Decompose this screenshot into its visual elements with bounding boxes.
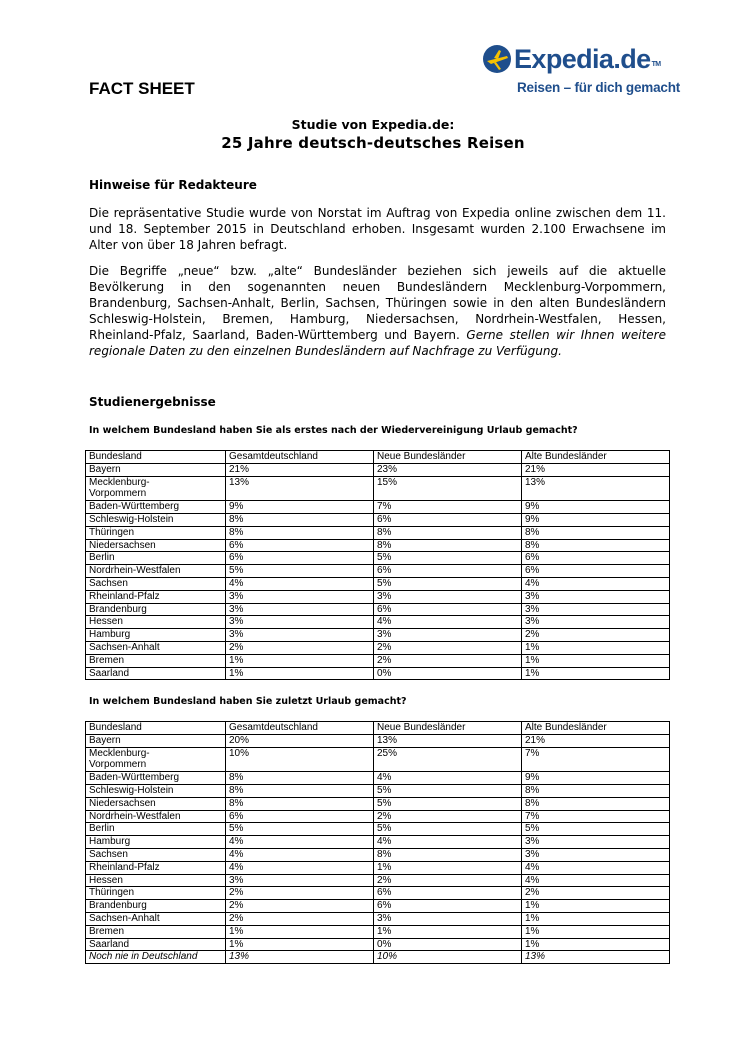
percentage-cell: 3% (374, 629, 522, 642)
table-row (86, 810, 670, 823)
state-name-cell: Saarland (86, 938, 226, 951)
percentage-cell: 5% (374, 552, 522, 565)
fact-sheet-heading: FACT SHEET (89, 79, 195, 98)
table-row (86, 476, 670, 501)
state-name-cell: Berlin (86, 552, 226, 565)
percentage-cell: 9% (522, 513, 670, 526)
state-name-cell: Noch nie in Deutschland (86, 951, 226, 964)
percentage-cell: 6% (522, 565, 670, 578)
state-name-cell: Rheinland-Pfalz (86, 590, 226, 603)
percentage-cell: 1% (522, 667, 670, 680)
column-header: Bundesland (86, 451, 226, 464)
percentage-cell: 6% (226, 810, 374, 823)
state-name-cell: Nordrhein-Westfalen (86, 810, 226, 823)
study-title: 25 Jahre deutsch-deutsches Reisen (221, 134, 525, 152)
table-row (86, 616, 670, 629)
percentage-cell: 6% (374, 603, 522, 616)
question-2: In welchem Bundesland haben Sie zuletzt Urlaub gemacht? (89, 696, 407, 707)
state-name-cell: Hamburg (86, 836, 226, 849)
plane-globe-icon (482, 44, 512, 74)
percentage-cell: 1% (226, 654, 374, 667)
percentage-cell: 1% (374, 925, 522, 938)
table-row (86, 501, 670, 514)
percentage-cell: 4% (374, 772, 522, 785)
percentage-cell: 3% (226, 616, 374, 629)
percentage-cell: 4% (226, 577, 374, 590)
percentage-cell: 6% (522, 552, 670, 565)
notes-paragraph-1: Die repräsentative Studie wurde von Norstat im Auftrag von Expedia online zwischen dem 11. und 18. September 2015 in Deutschland erhoben. Insgesamt wurden 2.100 Erwachsene im Alter von über 18 Jahren befragt. (89, 206, 666, 252)
column-header: Neue Bundesländer (374, 722, 522, 735)
percentage-cell: 6% (374, 565, 522, 578)
state-name-cell: Saarland (86, 667, 226, 680)
state-name-cell: Bayern (86, 734, 226, 747)
percentage-cell: 15% (374, 476, 522, 501)
percentage-cell: 8% (374, 539, 522, 552)
percentage-cell: 6% (374, 887, 522, 900)
percentage-cell: 5% (374, 823, 522, 836)
table-row (86, 797, 670, 810)
percentage-cell: 6% (226, 552, 374, 565)
question-1: In welchem Bundesland haben Sie als erstes nach der Wiedervereinigung Urlaub gemacht? (89, 425, 578, 436)
table-row (86, 772, 670, 785)
state-name-cell: Bremen (86, 925, 226, 938)
state-name-cell: Schleswig-Holstein (86, 513, 226, 526)
state-name-cell: Thüringen (86, 526, 226, 539)
percentage-cell: 4% (374, 836, 522, 849)
state-name-cell: Mecklenburg- Vorpommern (86, 476, 226, 501)
column-header: Neue Bundesländer (374, 451, 522, 464)
table-row (86, 577, 670, 590)
percentage-cell: 1% (374, 861, 522, 874)
percentage-cell: 5% (522, 823, 670, 836)
percentage-cell: 8% (226, 797, 374, 810)
state-name-cell: Sachsen (86, 577, 226, 590)
percentage-cell: 3% (226, 603, 374, 616)
percentage-cell: 4% (226, 861, 374, 874)
state-name-cell: Sachsen-Anhalt (86, 912, 226, 925)
state-name-cell: Thüringen (86, 887, 226, 900)
state-name-cell: Nordrhein-Westfalen (86, 565, 226, 578)
percentage-cell: 3% (522, 616, 670, 629)
percentage-cell: 2% (522, 629, 670, 642)
column-header: Alte Bundesländer (522, 451, 670, 464)
percentage-cell: 5% (374, 577, 522, 590)
percentage-cell: 8% (374, 526, 522, 539)
table-row (86, 951, 670, 964)
percentage-cell: 3% (522, 603, 670, 616)
state-name-cell: Sachsen-Anhalt (86, 641, 226, 654)
percentage-cell: 8% (226, 784, 374, 797)
table-row (86, 900, 670, 913)
percentage-cell: 2% (226, 900, 374, 913)
state-name-cell: Brandenburg (86, 900, 226, 913)
table-row (86, 565, 670, 578)
table-row (86, 874, 670, 887)
percentage-cell: 2% (374, 654, 522, 667)
percentage-cell: 8% (226, 526, 374, 539)
percentage-cell: 4% (374, 616, 522, 629)
percentage-cell: 13% (522, 951, 670, 964)
percentage-cell: 5% (374, 784, 522, 797)
percentage-cell: 3% (374, 590, 522, 603)
percentage-cell: 3% (522, 836, 670, 849)
state-name-cell: Hamburg (86, 629, 226, 642)
percentage-cell: 7% (374, 501, 522, 514)
percentage-cell: 4% (226, 848, 374, 861)
percentage-cell: 1% (522, 641, 670, 654)
percentage-cell: 0% (374, 938, 522, 951)
table-row (86, 641, 670, 654)
results-heading: Studienergebnisse (89, 395, 216, 409)
notes-paragraph-2 (89, 263, 666, 359)
percentage-cell: 9% (522, 772, 670, 785)
percentage-cell: 1% (522, 925, 670, 938)
percentage-cell: 8% (374, 848, 522, 861)
table-header-row (86, 722, 670, 735)
percentage-cell: 9% (522, 501, 670, 514)
table-row (86, 823, 670, 836)
percentage-cell: 8% (522, 539, 670, 552)
table-row (86, 887, 670, 900)
percentage-cell: 2% (374, 810, 522, 823)
state-name-cell: Baden-Württemberg (86, 772, 226, 785)
logo-tagline: Reisen – für dich gemacht (517, 80, 681, 95)
table-row (86, 925, 670, 938)
state-name-cell: Brandenburg (86, 603, 226, 616)
percentage-cell: 10% (374, 951, 522, 964)
percentage-cell: 1% (522, 912, 670, 925)
table-row (86, 526, 670, 539)
percentage-cell: 7% (522, 747, 670, 772)
percentage-cell: 2% (226, 887, 374, 900)
percentage-cell: 21% (522, 734, 670, 747)
state-name-cell: Hessen (86, 616, 226, 629)
percentage-cell: 4% (522, 861, 670, 874)
state-name-cell: Schleswig-Holstein (86, 784, 226, 797)
percentage-cell: 7% (522, 810, 670, 823)
percentage-cell: 1% (226, 925, 374, 938)
state-name-cell: Bremen (86, 654, 226, 667)
results-table-last-vacation (85, 721, 670, 964)
percentage-cell: 1% (522, 938, 670, 951)
table-row (86, 734, 670, 747)
table-row (86, 603, 670, 616)
percentage-cell: 2% (374, 874, 522, 887)
expedia-logo (482, 42, 681, 100)
state-name-cell: Rheinland-Pfalz (86, 861, 226, 874)
percentage-cell: 3% (522, 848, 670, 861)
percentage-cell: 6% (374, 513, 522, 526)
percentage-cell: 21% (522, 463, 670, 476)
percentage-cell: 1% (522, 900, 670, 913)
table-row (86, 667, 670, 680)
percentage-cell: 0% (374, 667, 522, 680)
results-table-first-vacation (85, 450, 670, 680)
table-row (86, 747, 670, 772)
percentage-cell: 5% (226, 823, 374, 836)
percentage-cell: 2% (226, 912, 374, 925)
percentage-cell: 3% (226, 874, 374, 887)
percentage-cell: 3% (522, 590, 670, 603)
table-row (86, 513, 670, 526)
logo-wordmark: Expedia.de™ (514, 44, 661, 74)
column-header: Gesamtdeutschland (226, 722, 374, 735)
percentage-cell: 8% (522, 526, 670, 539)
percentage-cell: 13% (522, 476, 670, 501)
state-name-cell: Sachsen (86, 848, 226, 861)
table-row (86, 938, 670, 951)
percentage-cell: 1% (226, 667, 374, 680)
study-subtitle: Studie von Expedia.de: (291, 117, 455, 132)
percentage-cell: 8% (522, 784, 670, 797)
notes-paragraph-2-text: Die Begriffe „neue“ bzw. „alte“ Bundesländer beziehen sich jeweils auf die aktuelle Bevölkerung in den sogenannten neuen Bundesländern Mecklenburg-Vorpommern, Brandenburg, Sachsen-Anhalt, Berlin, Sachsen, Thüringen sowie in den alten Bundesländern Schleswig-Holstein, Bremen, Hamburg, Niedersachsen, Nordrhein-Westfalen, Hessen, Rheinland-Pfalz, Saarland, Baden-Württemberg und Bayern. (89, 264, 666, 342)
table-row (86, 590, 670, 603)
percentage-cell: 2% (374, 641, 522, 654)
percentage-cell: 4% (226, 836, 374, 849)
state-name-cell: Niedersachsen (86, 797, 226, 810)
table-header-row (86, 451, 670, 464)
percentage-cell: 13% (374, 734, 522, 747)
percentage-cell: 6% (374, 900, 522, 913)
percentage-cell: 10% (226, 747, 374, 772)
column-header: Gesamtdeutschland (226, 451, 374, 464)
percentage-cell: 8% (226, 513, 374, 526)
state-name-cell: Mecklenburg- Vorpommern (86, 747, 226, 772)
percentage-cell: 8% (226, 772, 374, 785)
percentage-cell: 5% (374, 797, 522, 810)
percentage-cell: 9% (226, 501, 374, 514)
percentage-cell: 1% (522, 654, 670, 667)
table-row (86, 848, 670, 861)
table-row (86, 629, 670, 642)
percentage-cell: 3% (374, 912, 522, 925)
percentage-cell: 25% (374, 747, 522, 772)
notes-paragraph-2-italic: Gerne stellen wir Ihnen weitere regionale Daten zu den einzelnen Bundesländern auf Nachfrage zu Verfügung. (89, 328, 666, 358)
percentage-cell: 3% (226, 629, 374, 642)
percentage-cell: 4% (522, 874, 670, 887)
percentage-cell: 2% (522, 887, 670, 900)
percentage-cell: 1% (226, 938, 374, 951)
percentage-cell: 6% (226, 539, 374, 552)
percentage-cell: 13% (226, 951, 374, 964)
percentage-cell: 21% (226, 463, 374, 476)
percentage-cell: 2% (226, 641, 374, 654)
state-name-cell: Baden-Württemberg (86, 501, 226, 514)
state-name-cell: Niedersachsen (86, 539, 226, 552)
percentage-cell: 23% (374, 463, 522, 476)
table-row (86, 912, 670, 925)
column-header: Alte Bundesländer (522, 722, 670, 735)
table-row (86, 784, 670, 797)
table-row (86, 552, 670, 565)
percentage-cell: 3% (226, 590, 374, 603)
percentage-cell: 13% (226, 476, 374, 501)
percentage-cell: 4% (522, 577, 670, 590)
table-row (86, 861, 670, 874)
table-row (86, 539, 670, 552)
notes-heading: Hinweise für Redakteure (89, 178, 257, 192)
percentage-cell: 20% (226, 734, 374, 747)
state-name-cell: Hessen (86, 874, 226, 887)
percentage-cell: 5% (226, 565, 374, 578)
table-row (86, 463, 670, 476)
state-name-cell: Berlin (86, 823, 226, 836)
table-row (86, 654, 670, 667)
percentage-cell: 8% (522, 797, 670, 810)
state-name-cell: Bayern (86, 463, 226, 476)
table-row (86, 836, 670, 849)
column-header: Bundesland (86, 722, 226, 735)
